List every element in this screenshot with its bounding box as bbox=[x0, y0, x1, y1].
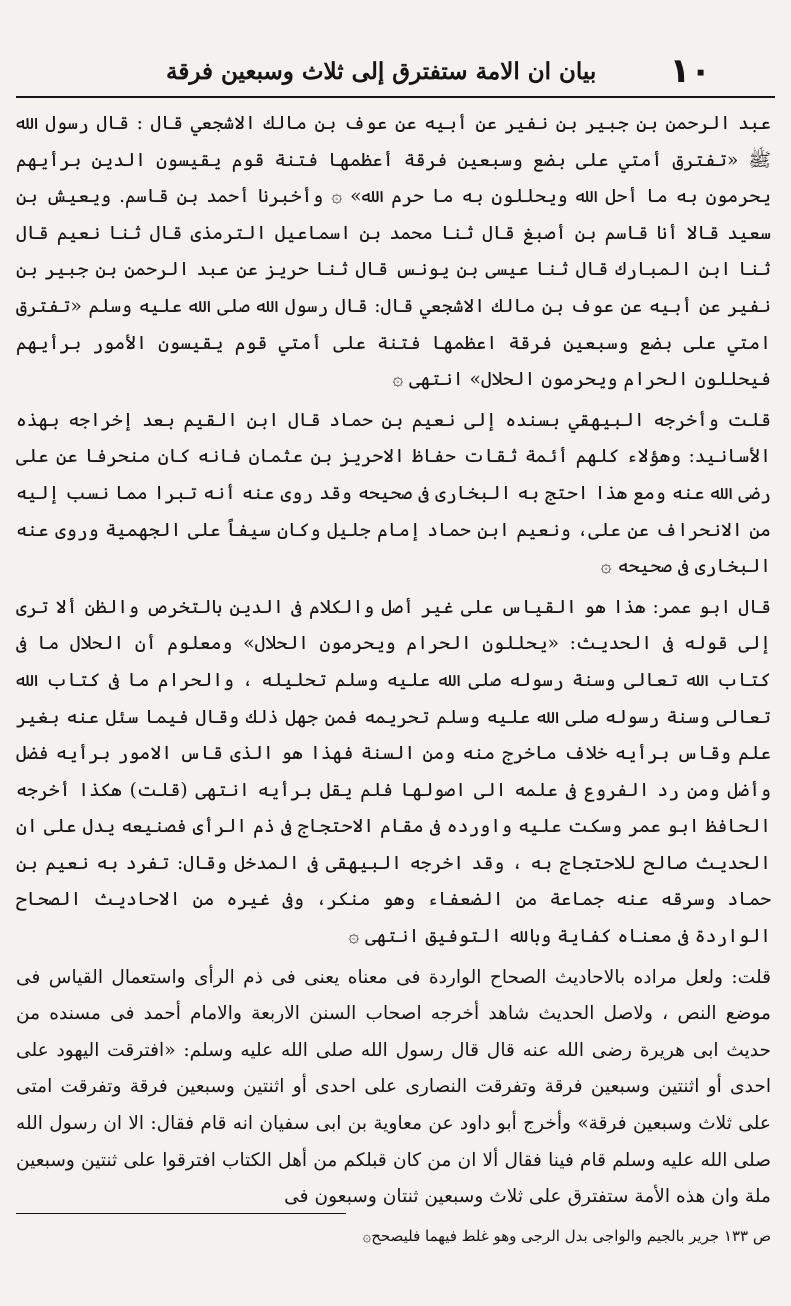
running-title: بيان ان الامة ستفترق إلى ثلاث وسبعين فرقة bbox=[166, 57, 597, 85]
paragraph-hadith-chain: عبد الرحمن بن جبير بن نفير عن أبيه عن عوف بن مالك الاشجعي قال : قال رسول الله ﷺ «تفترق أمتي على بضع وسبعين فرقة أعظمها فتنة قوم يقيسون الدين برأيهم يحرمون به ما أحل الله ويحللون به ما حرم الله» ۞ وأخبرنا أحمد بن قاسم. ويعيش بن سعيد قالا أنا قاسم بن أصبغ قال ثنا محمد بن اسماعيل الترمذى قال ثنا نعيم قال ثنا ابن المبارك قال ثنا عيسى بن يونس قال ثنا حريز عن عبد الرحمن بن جبير بن نفير عن أبيه عن عوف بن مالك الاشجعي قال: قال رسول الله صلى الله عليه وسلم «تفترق امتي على بضع وسبعين فرقة اعظمها فتنة على أمتي قوم يقيسون الأمور برأيهم فيحللون الحرام ويحرمون الحلال» انتهى ۞ bbox=[16, 113, 771, 391]
paragraph-abu-umar: قال ابو عمر: هذا هو القياس على غير أصل والكلام فى الدين بالتخرص والظن ألا ترى إلى قوله فى الحديث: «يحللون الحرام ويحرمون الحلال» ومعلوم أن الحلال ما فى كتاب الله تعالى وسنة رسوله صلى الله عليه وسلم تحليله ، والحرام ما فى كتاب الله تعالى وسنة رسوله صلى الله عليه وسلم تحريمه فمن جهل ذلك وقال فيما سئل عنه بغير علم وقاس برأيه خلاف ماخرج منه ومن السنة فهذا هو الذى قاس الامور برأيه فضل وأضل ومن رد الفروع فى علمه الى اصولها فلم يقل برأيه انتهى (قلت) هكذا أخرجه الحافظ ابو عمر وسكت عليه واورده فى مقام الاحتجاج فى ذم الرأى فصنيعه يدل على ان الحديث صالح للاحتجاج به ، وقد اخرجه البيهقى فى المدخل وقال: تفرد به نعيم بن حماد وسرقه عنه جماعة من الضعفاء وهو منكر، وفى غيره من الاحاديث الصحاح الواردة فى معناه كفاية وبالله التوفيق انتهى ۞ bbox=[16, 596, 771, 948]
footnote: ص ١٣٣ جرير بالجيم والواجى بدل الرجى وهو غلط فيهما فليصحح۞ bbox=[362, 1227, 771, 1245]
paragraph-commentary: قلت: ولعل مراده بالاحاديث الصحاح الواردة فى معناه يعنى فى ذم الرأى واستعمال القياس فى موضع النص ، ولاصل الحديث شاهد أخرجه اصحاب السنن الاربعة والامام أحمد فى مسنده من حديث ابى هريرة رضى الله عنه قال قال رسول الله صلى الله عليه وسلم: «افترقت اليهود على احدى أو اثنتين وسبعين فرقة وتفرقت النصارى على احدى أو اثنتين وسبعين فرقة وتفرقت امتى على ثلاث وسبعين فرقة» وأخرج أبو داود عن معاوية بن ابى سفيان انه قام فقال: الا ان رسول الله صلى الله عليه وسلم قام فينا فقال ألا ان من كان قبلكم من أهل الكتاب افترقوا على ثنتين وسبعين ملة وان هذه الأمة ستفترق على ثلاث وسبعين ثنتان وسبعون فى bbox=[16, 966, 771, 1208]
header-rule bbox=[16, 96, 775, 98]
page-header bbox=[16, 48, 771, 94]
footnote-rule bbox=[16, 1213, 346, 1214]
paragraph-bayhaqi: قلت وأخرجه البيهقي بسنده إلى نعيم بن حماد قال ابن القيم بعد إخراجه بهذه الأسانيد: وهؤلاء كلهم أئمة ثقات حفاظ الاحريز بن عثمان فانه كان منحرفا عن على رضى الله عنه ومع هذا احتج به البخارى فى صحيحه وقد روى عنه أنه تبرا مما نسب إليه من الانحراف عن على، ونعيم ابن حماد إمام جليل وكان سيفاً على الجهمية وروى عنه البخارى فى صحيحه ۞ bbox=[16, 409, 771, 578]
page-number: ١٠ bbox=[669, 51, 711, 91]
main-text bbox=[16, 106, 771, 1216]
